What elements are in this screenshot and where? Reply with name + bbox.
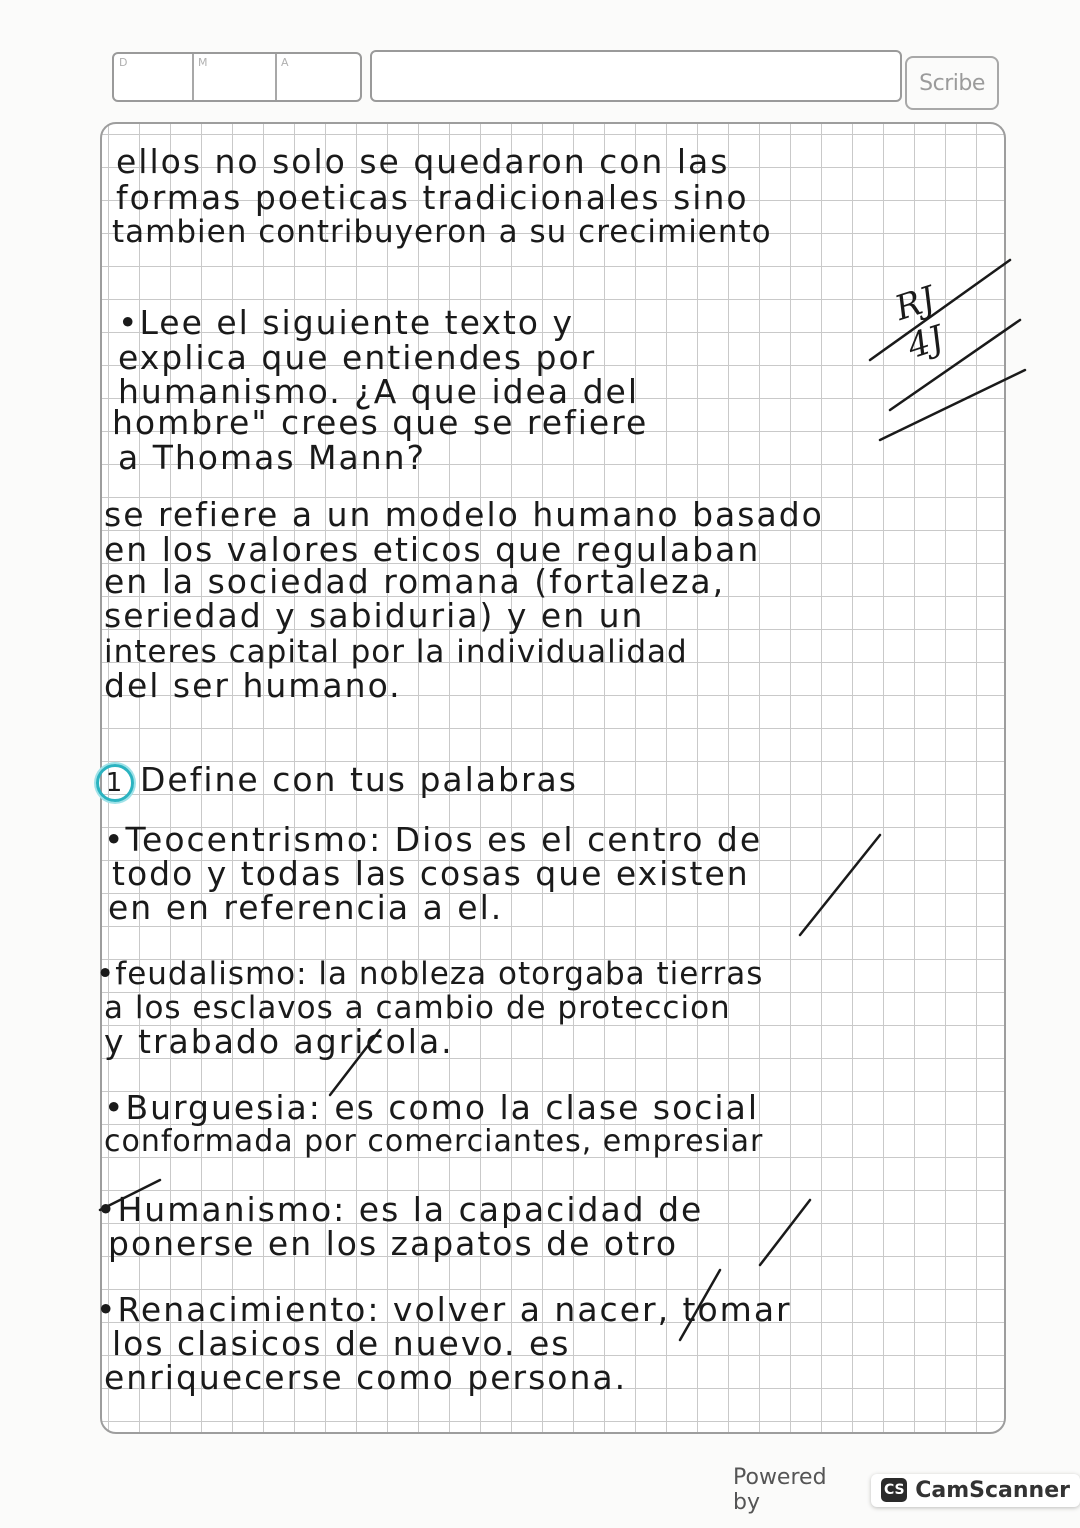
camscanner-badge	[871, 1474, 1080, 1507]
review-check	[330, 1030, 380, 1095]
text-line: formas poeticas tradicionales sino	[116, 178, 749, 217]
grade-mark: RJ 4J	[890, 278, 949, 368]
definition-line: •feudalismo: la nobleza otorgaba tierras	[96, 956, 764, 992]
grade-check-stroke	[880, 370, 1025, 440]
date-month-label: M	[198, 56, 208, 69]
definition-line: ponerse en los zapatos de otro	[108, 1224, 679, 1263]
text-line: ellos no solo se quedaron con las	[116, 142, 730, 181]
text-line: hombre" crees que se refiere	[112, 403, 649, 442]
text-line: del ser humano.	[104, 666, 402, 705]
text-line: seriedad y sabiduria) y en un	[104, 596, 645, 635]
text-line: •Lee el siguiente texto y	[118, 303, 575, 342]
definition-line: los clasicos de nuevo. es	[112, 1324, 571, 1363]
review-check	[800, 835, 880, 935]
definition-line: •Burguesia: es como la clase social	[104, 1088, 759, 1127]
brand-logo: Scribe	[905, 56, 999, 110]
definition-line: conformada por comerciantes, empresiar	[104, 1124, 764, 1159]
definition-line: todo y todas las cosas que existen	[112, 854, 750, 893]
review-check	[680, 1270, 720, 1340]
section-title: Define con tus palabras	[140, 760, 578, 799]
definition-line: en en referencia a el.	[108, 888, 504, 927]
text-line: en los valores eticos que regulaban	[104, 530, 761, 569]
text-line: interes capital por la individualidad	[104, 634, 688, 670]
definition-line: a los esclavos a cambio de proteccion	[104, 990, 731, 1026]
text-line: tambien contribuyeron a su crecimiento	[112, 214, 772, 250]
text-line: a Thomas Mann?	[118, 438, 427, 477]
scanner-watermark	[733, 1465, 1080, 1515]
camscanner-logo-icon: CS	[881, 1478, 907, 1502]
date-year-label: A	[281, 56, 289, 69]
camscanner-name: CamScanner	[915, 1477, 1070, 1503]
review-check	[100, 1180, 160, 1210]
definition-line: •Humanismo: es la capacidad de	[96, 1190, 704, 1229]
text-line: explica que entiendes por	[118, 338, 597, 377]
definition-line: •Teocentrismo: Dios es el centro de	[104, 820, 763, 859]
text-line: humanismo. ¿A que idea del	[118, 372, 639, 411]
text-line: en la sociedad romana (fortaleza,	[104, 562, 726, 601]
definition-line: •Renacimiento: volver a nacer, tomar	[96, 1290, 792, 1329]
text-line: se refiere a un modelo humano basado	[104, 495, 824, 534]
grade-check-stroke	[890, 320, 1020, 410]
grade-check-stroke	[870, 260, 1010, 360]
definition-line: enriquecerse como persona.	[104, 1358, 628, 1397]
definition-line: y trabado agricola.	[104, 1022, 454, 1061]
review-check	[760, 1200, 810, 1265]
section-number: 1	[96, 764, 134, 802]
powered-by-label: Powered by	[733, 1465, 827, 1515]
date-day-label: D	[119, 56, 128, 69]
